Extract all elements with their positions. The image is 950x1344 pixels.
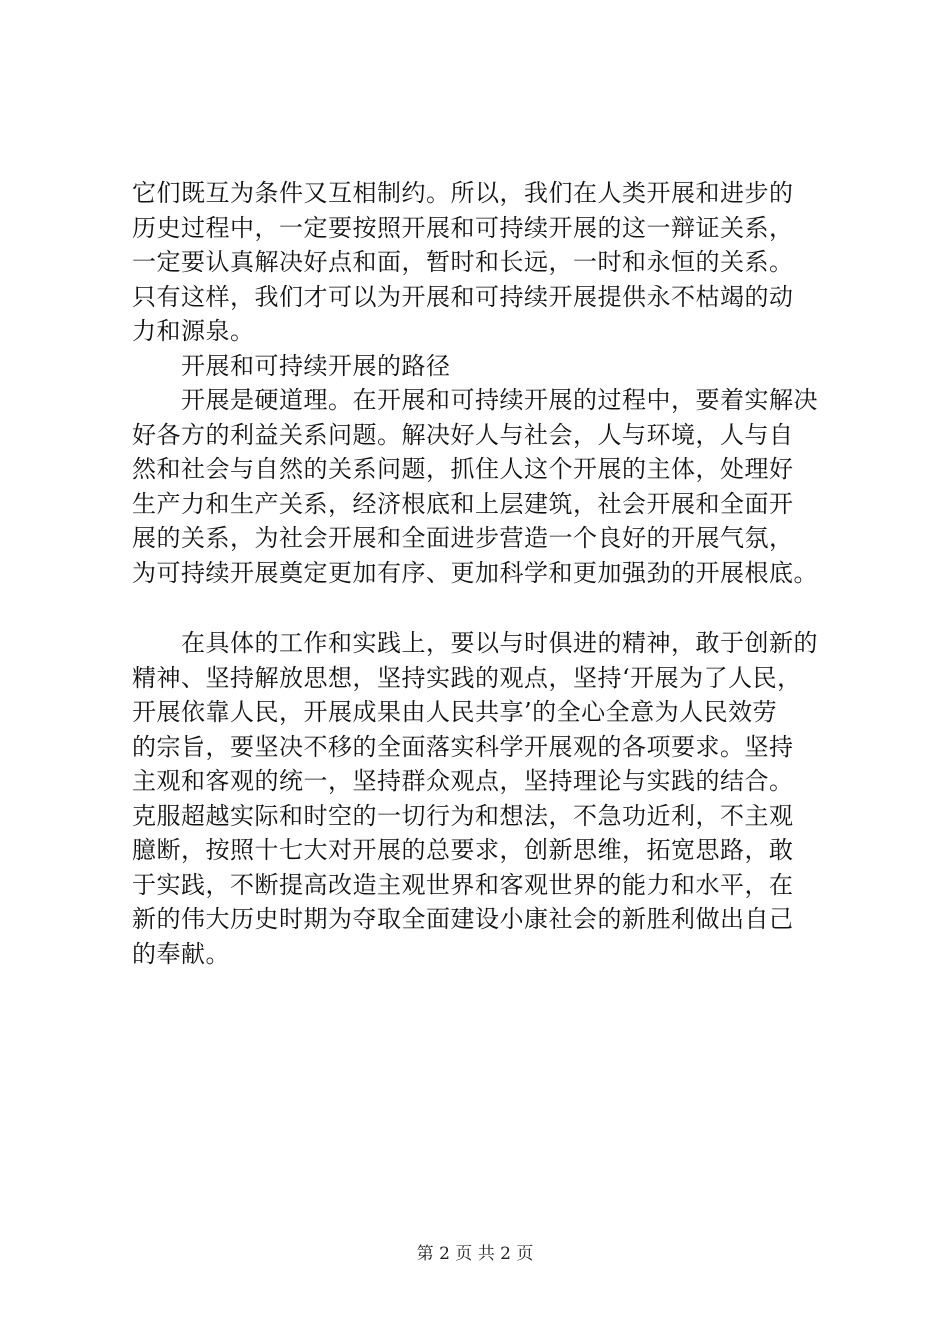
body-text-line: 臆断，按照十七大对开展的总要求，创新思维，拓宽思路，敢 — [132, 836, 794, 864]
body-text-line: 好各方的利益关系问题。解决好人与社会，人与环境，人与自 — [132, 421, 794, 449]
body-text-line: 的奉献。 — [132, 940, 230, 968]
body-text-line: 克服超越实际和时空的一切行为和想法，不急功近利，不主观 — [132, 802, 794, 830]
body-text-line: 开展是硬道理。在开展和可持续开展的过程中，要着实解决 — [181, 386, 818, 414]
body-text-line: 生产力和生产关系，经济根底和上层建筑，社会开展和全面开 — [132, 490, 794, 518]
section-heading: 开展和可持续开展的路径 — [181, 352, 451, 380]
body-text-line: 力和源泉。 — [132, 317, 255, 345]
body-text-line: 开展依靠人民，开展成果由人民共享’的全心全意为人民效劳 — [132, 698, 778, 726]
body-text-line: 主观和客观的统一，坚持群众观点，坚持理论与实践的结合。 — [132, 767, 794, 795]
body-text-line: 在具体的工作和实践上，要以与时俱进的精神，敢于创新的 — [181, 629, 818, 657]
body-text-line: 只有这样，我们才可以为开展和可持续开展提供永不枯竭的动 — [132, 283, 794, 311]
body-text-line: 历史过程中，一定要按照开展和可持续开展的这一辩证关系， — [132, 214, 794, 242]
body-text-line: 展的关系，为社会开展和全面进步营造一个良好的开展气氛， — [132, 524, 794, 552]
body-text-line: 为可持续开展奠定更加有序、更加科学和更加强劲的开展根底。 — [132, 559, 818, 587]
page-number-footer: 第 2 页 共 2 页 — [416, 1244, 534, 1264]
body-text-line: 一定要认真解决好点和面，暂时和长远，一时和永恒的关系。 — [132, 248, 794, 276]
body-text-line: 精神、坚持解放思想，坚持实践的观点，坚持‘开展为了人民， — [132, 664, 802, 692]
body-text-line: 然和社会与自然的关系问题，抓住人这个开展的主体，处理好 — [132, 455, 794, 483]
body-text-line: 它们既互为条件又互相制约。所以，我们在人类开展和进步的 — [132, 179, 794, 207]
body-text-line: 的宗旨，要坚决不移的全面落实科学开展观的各项要求。坚持 — [132, 733, 794, 761]
body-text-line: 于实践，不断提高改造主观世界和客观世界的能力和水平，在 — [132, 871, 794, 899]
body-text-line: 新的伟大历史时期为夺取全面建设小康社会的新胜利做出自己 — [132, 905, 794, 933]
